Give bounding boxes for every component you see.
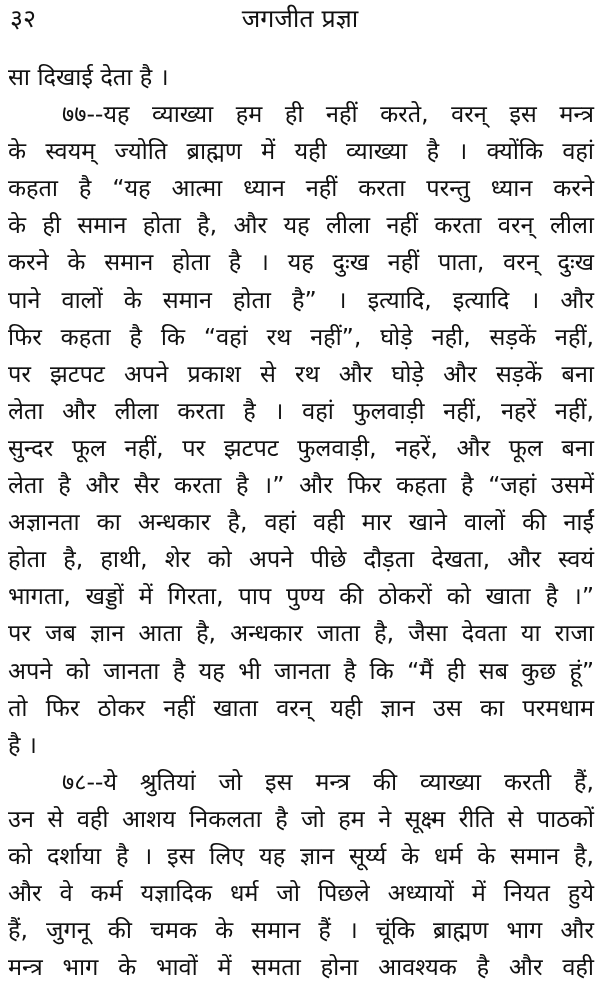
text-line: के ही समान होता है, और यह लीला नहीं करता वरन् लीला bbox=[8, 211, 594, 240]
text-line: के स्वयम् ज्योति ब्राह्मण में यही व्याख्या है । क्योंकि वहां bbox=[8, 137, 594, 166]
text-line: पर झटपट अपने प्रकाश से रथ और घोड़े और सड़कें बना bbox=[8, 359, 594, 388]
text-line: पर जब ज्ञान आता है, अन्धकार जाता है, जैसा देवता या राजा bbox=[8, 619, 594, 648]
text-line: को दर्शाया है । इस लिए यह ज्ञान सूर्य्य के धर्म के समान है, bbox=[8, 841, 594, 870]
text-line: सा दिखाई देता है । bbox=[8, 63, 169, 91]
body-text bbox=[8, 59, 594, 986]
text-line: मन्त्र भाग के भावों में समता होना आवश्यक है और वही bbox=[8, 953, 594, 982]
text-line: ७७--यह व्याख्या हम ही नहीं करते, वरन् इस मन्त्र bbox=[62, 100, 594, 129]
text-line: भागता, खड्डों में गिरता, पाप पुण्य की ठोकरों को खाता है ।” bbox=[8, 582, 594, 611]
text-line: ७८--ये श्रुतियां जो इस मन्त्र की व्याख्या करती हैं, bbox=[62, 767, 594, 796]
text-line: हैं, जुगनू की चमक के समान हैं । चूंकि ब्राह्मण भाग और bbox=[8, 916, 594, 945]
text-line: लेता और लीला करता है । वहां फुलवाड़ी नहीं, नहरें नहीं, bbox=[8, 396, 594, 425]
text-line: उन से वही आशय निकलता है जो हम ने सूक्ष्म रीति से पाठकों bbox=[8, 804, 594, 833]
text-line: और वे कर्म यज्ञादिक धर्म जो पिछले अध्यायों में नियत हुये bbox=[8, 879, 594, 908]
text-line: अज्ञानता का अन्धकार है, वहां वही मार खाने वालों की नाईं bbox=[8, 508, 594, 537]
text-line: करने के समान होता है । यह दुःख नहीं पाता, वरन् दुःख bbox=[8, 248, 594, 277]
text-line: सुन्दर फूल नहीं, पर झटपट फुलवाड़ी, नहरें, और फूल बना bbox=[8, 433, 594, 462]
text-line: है । bbox=[8, 730, 37, 759]
text-line: कहता है “यह आत्मा ध्यान नहीं करता परन्तु ध्यान करने bbox=[8, 174, 594, 203]
text-line: लेता है और सैर करता है ।” और फिर कहता है “जहां उसमें bbox=[8, 471, 594, 500]
text-line: होता है, हाथी, शेर को अपने पीछे दौड़ता देखता, और स्वयं bbox=[8, 545, 594, 574]
text-line: फिर कहता है कि “वहां रथ नहीं”, घोड़े नही, सड़कें नहीं, bbox=[8, 322, 594, 351]
text-line: तो फिर ठोकर नहीं खाता वरन् यही ज्ञान उस का परमधाम bbox=[8, 693, 594, 722]
text-line: पाने वालों के समान होता है” । इत्यादि, इत्यादि । और bbox=[8, 285, 594, 314]
running-title: जगजीत प्रज्ञा bbox=[241, 4, 359, 33]
page-number: ३२ bbox=[10, 4, 37, 33]
text-line: अपने को जानता है यह भी जानता है कि “मैं ही सब कुछ हूं” bbox=[8, 656, 594, 685]
